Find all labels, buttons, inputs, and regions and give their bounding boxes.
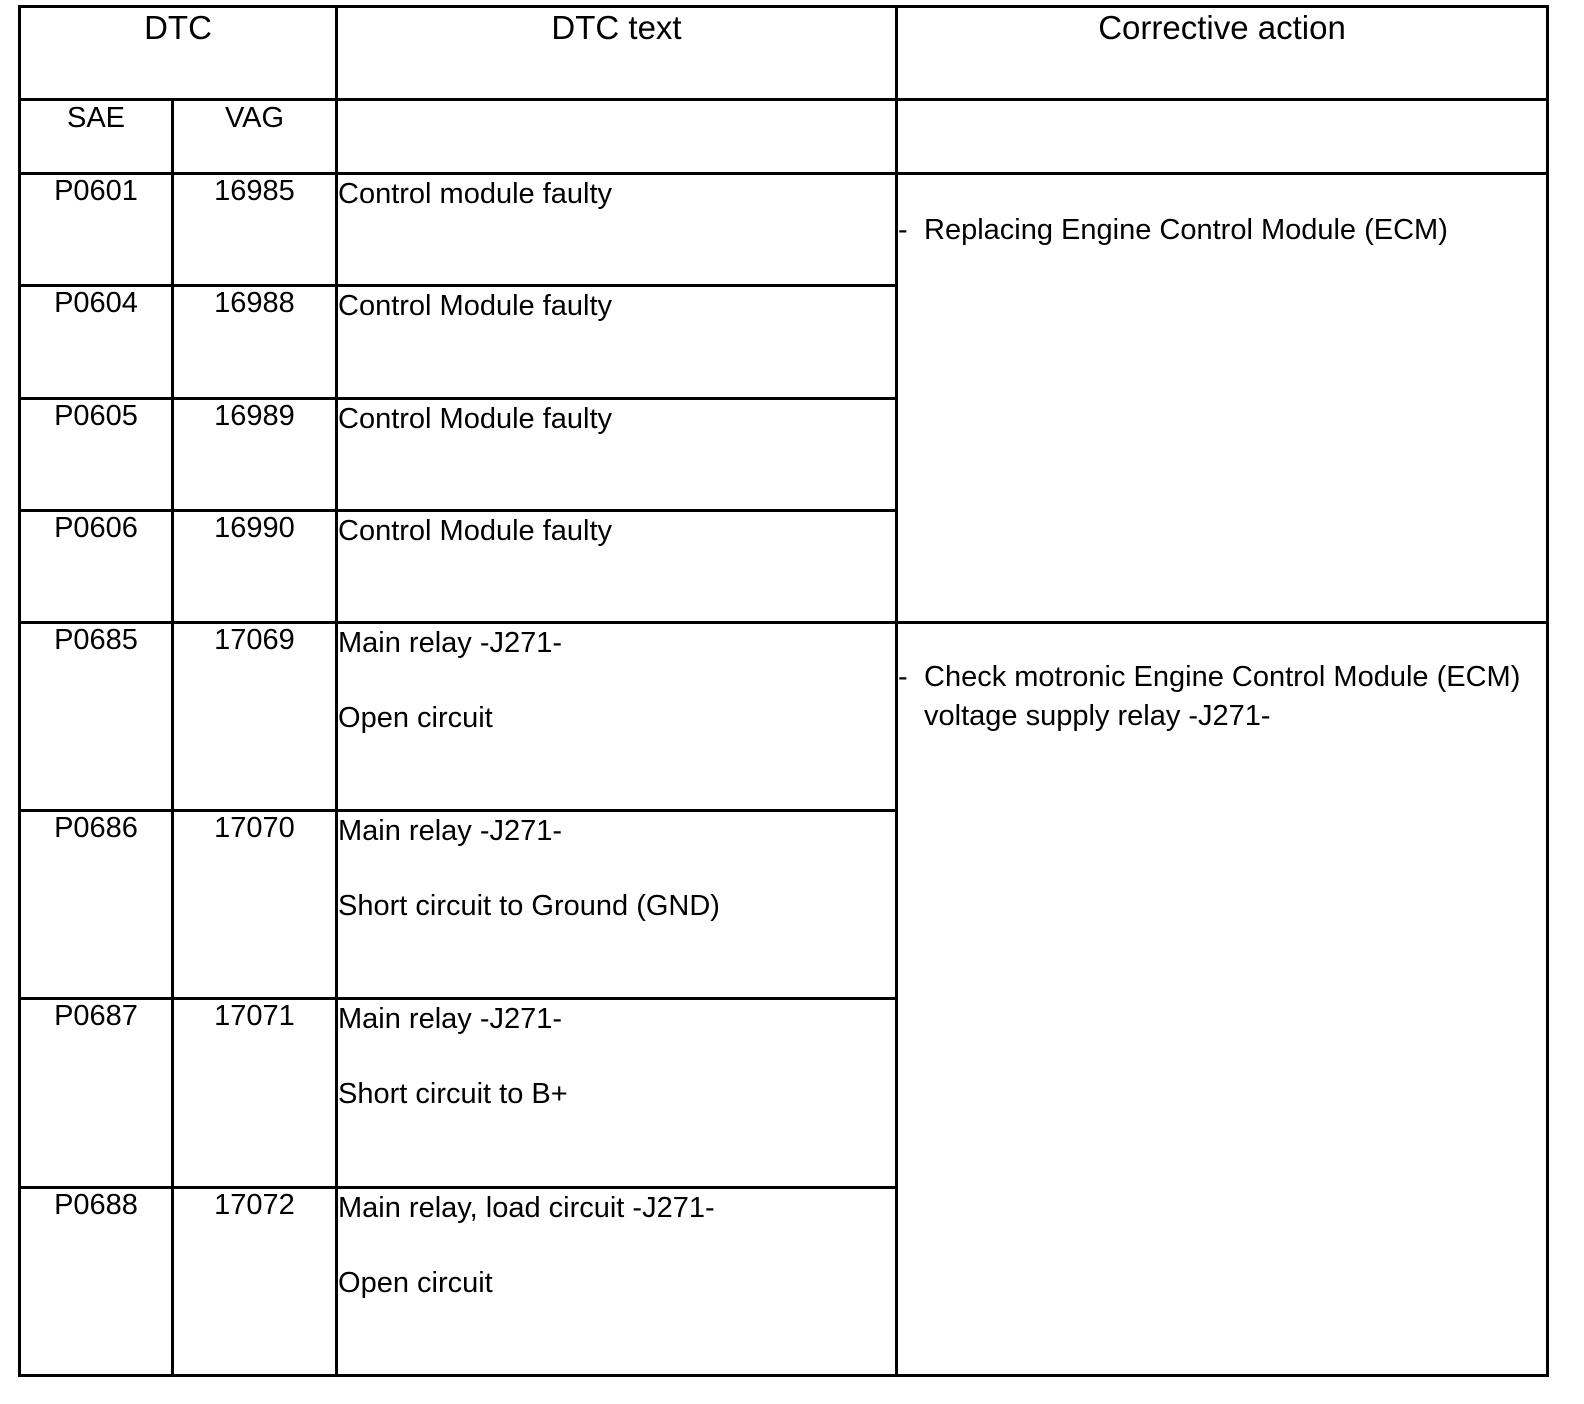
dtc-text-cell <box>337 622 897 810</box>
dtc-text-line: Short circuit to Ground (GND) <box>338 890 720 923</box>
header-sae: SAE <box>20 100 173 174</box>
vag-code: 17072 <box>173 1187 337 1375</box>
dtc-text-line: Control Module faulty <box>338 290 613 323</box>
vag-code: 16989 <box>173 398 337 510</box>
header-dtc: DTC <box>20 7 337 100</box>
sae-code: P0606 <box>20 510 173 622</box>
dtc-text-cell <box>337 811 897 999</box>
dtc-text-line: Control module faulty <box>338 178 613 211</box>
subheader-row <box>20 100 1548 174</box>
action-text: Check motronic Engine Control Module (ECM) voltage supply relay -J271- <box>924 660 1521 732</box>
dtc-text-line: Control Module faulty <box>338 514 613 547</box>
dtc-text-cell <box>337 1187 897 1375</box>
dash-bullet: - <box>898 214 908 247</box>
header-corrective-action: Corrective action <box>897 7 1548 100</box>
dtc-text-cell <box>337 510 897 622</box>
dtc-text-line: Main relay, load circuit -J271- <box>338 1191 715 1224</box>
dtc-text-line: Main relay -J271- <box>338 1003 563 1036</box>
header-empty-action <box>897 100 1548 174</box>
vag-code: 16985 <box>173 174 337 286</box>
sae-code: P0687 <box>20 999 173 1187</box>
header-row <box>20 7 1548 100</box>
dtc-text-line: Short circuit to B+ <box>338 1078 568 1111</box>
sae-code: P0604 <box>20 286 173 398</box>
header-dtc-text: DTC text <box>337 7 897 100</box>
dtc-text-cell <box>337 174 897 286</box>
sae-code: P0688 <box>20 1187 173 1375</box>
header-empty-text <box>337 100 897 174</box>
vag-code: 16990 <box>173 510 337 622</box>
sae-code: P0601 <box>20 174 173 286</box>
dtc-text-cell <box>337 398 897 510</box>
sae-code: P0605 <box>20 398 173 510</box>
dtc-text-line: Control Module faulty <box>338 402 613 435</box>
header-vag: VAG <box>173 100 337 174</box>
dtc-text-cell <box>337 286 897 398</box>
action-item <box>898 658 1546 736</box>
dash-bullet: - <box>898 660 908 693</box>
table-row <box>20 174 1548 286</box>
sae-code: P0686 <box>20 811 173 999</box>
vag-code: 17071 <box>173 999 337 1187</box>
sae-code: P0685 <box>20 622 173 810</box>
dtc-text-line: Open circuit <box>338 701 493 734</box>
dtc-text-line: Main relay -J271- <box>338 815 563 848</box>
table-row <box>20 622 1548 810</box>
dtc-table <box>18 5 1549 1377</box>
dtc-text-line: Open circuit <box>338 1266 493 1299</box>
corrective-action-cell <box>897 174 1548 623</box>
vag-code: 17070 <box>173 811 337 999</box>
vag-code: 17069 <box>173 622 337 810</box>
action-text: Replacing Engine Control Module (ECM) <box>924 214 1448 247</box>
dtc-text-cell <box>337 999 897 1187</box>
corrective-action-cell <box>897 622 1548 1375</box>
vag-code: 16988 <box>173 286 337 398</box>
dtc-text-line: Main relay -J271- <box>338 626 563 659</box>
action-item <box>898 211 1546 250</box>
